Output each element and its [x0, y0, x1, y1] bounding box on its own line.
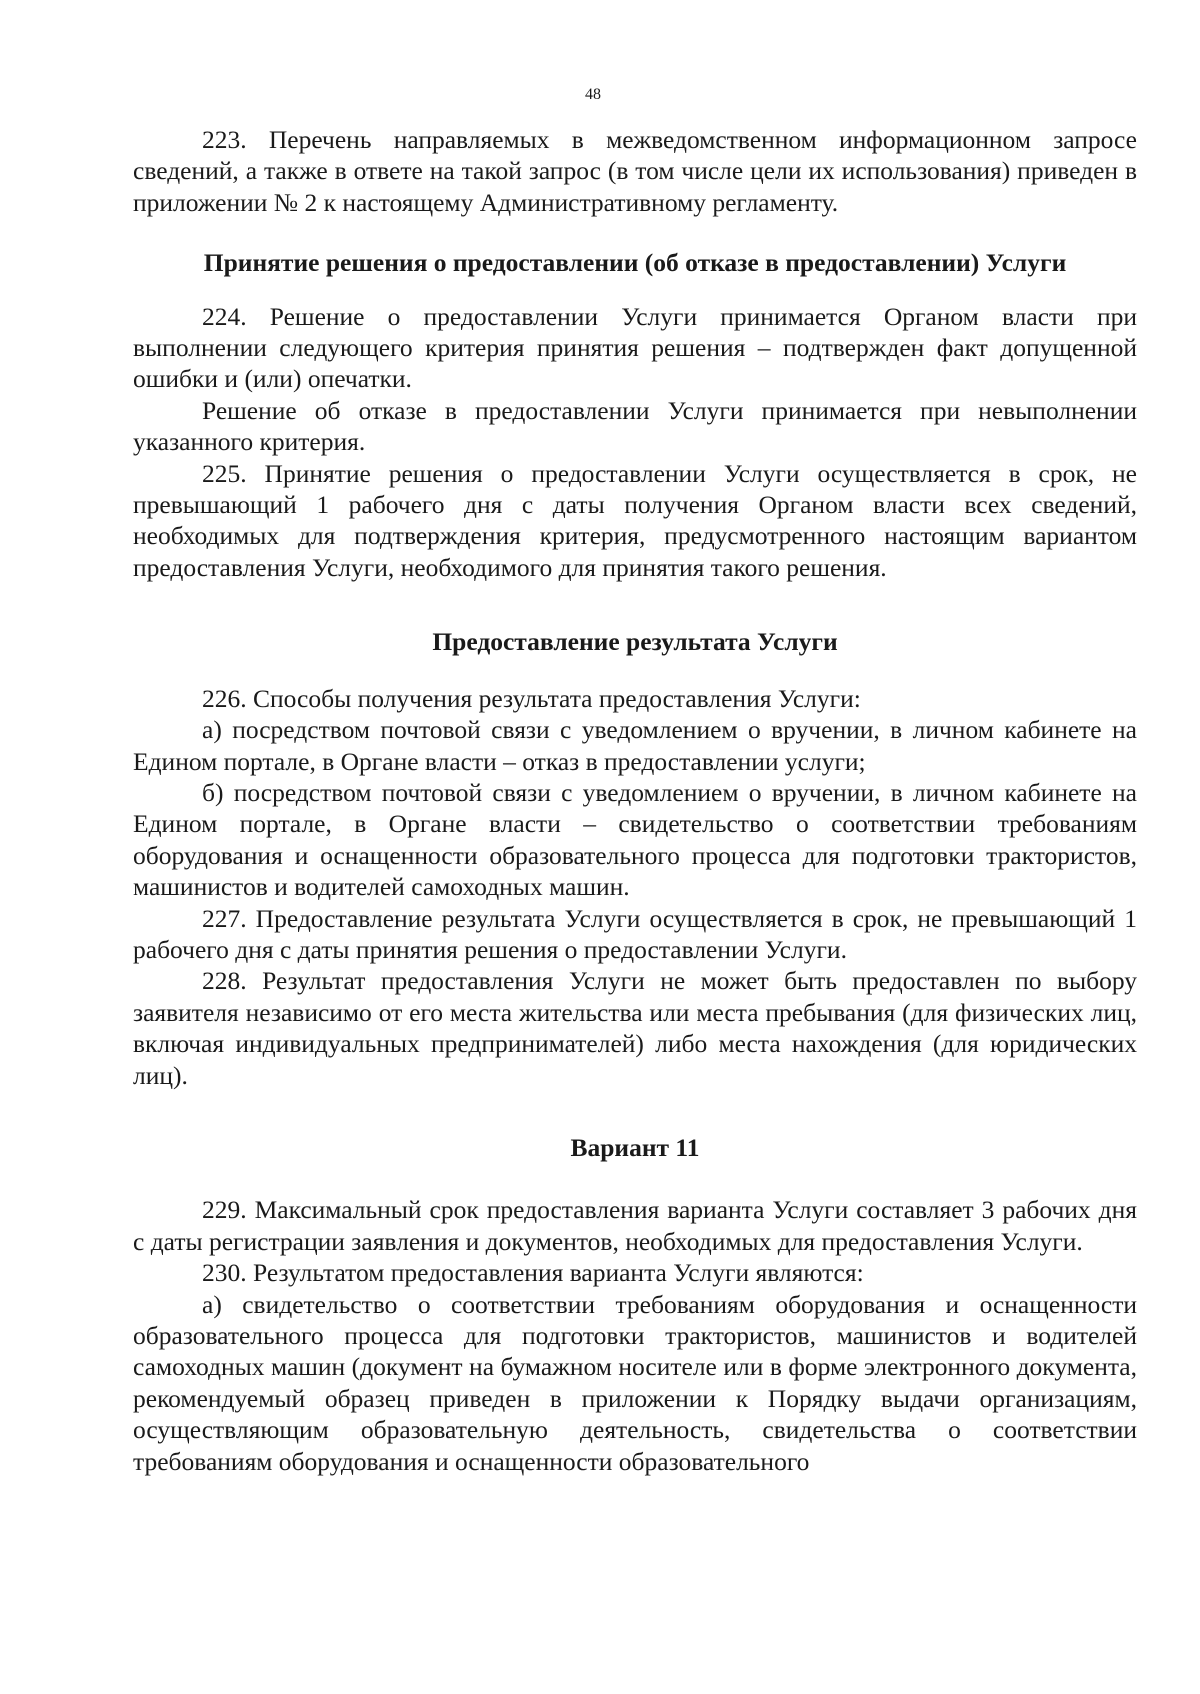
paragraph-224: 224. Решение о предоставлении Услуги принимается Органом власти при выполнении следующего критерия принятия решения – подтвержден факт допущенной ошибки и (или) опечатки.: [133, 301, 1137, 394]
paragraph-226: 226. Способы получения результата предоставления Услуги:: [202, 683, 861, 713]
section-heading-decision: Принятие решения о предоставлении (об отказе в предоставлении) Услуги: [203, 248, 1067, 278]
paragraph-227: 227. Предоставление результата Услуги осуществляется в срок, не превышающий 1 рабочего дня с даты принятия решения о предоставлении Услуги.: [133, 903, 1137, 964]
paragraph-226-a: а) посредством почтовой связи с уведомлением о вручении, в личном кабинете на Едином портале, в Органе власти – отказ в предоставлении услуги;: [133, 715, 1137, 776]
paragraph-226-b: б) посредством почтовой связи с уведомлением о вручении, в личном кабинете на Едином портале, в Органе власти – свидетельство о соответствии требованиям оборудования и оснащенности образовательного процесса для подготовки трактористов, машинистов и водителей самоходных машин.: [133, 777, 1137, 902]
section-heading-variant-11: Вариант 11: [570, 1132, 700, 1162]
paragraph-225: 225. Принятие решения о предоставлении Услуги осуществляется в срок, не превышающий 1 рабочего дня с даты получения Органом власти всех сведений, необходимых для подтверждения критерия, предусмотренного настоящим вариантом предоставления Услуги, необходимого для принятия такого решения.: [133, 458, 1137, 582]
paragraph-229: 229. Максимальный срок предоставления варианта Услуги составляет 3 рабочих дня с даты регистрации заявления и документов, необходимых для предоставления Услуги.: [133, 1195, 1137, 1256]
page-number: 48: [585, 86, 601, 103]
paragraph-224-refusal: Решение об отказе в предоставлении Услуги принимается при невыполнении указанного критерия.: [133, 395, 1137, 457]
section-heading-result: Предоставление результата Услуги: [432, 627, 838, 657]
paragraph-228: 228. Результат предоставления Услуги не может быть предоставлен по выбору заявителя независимо от его места жительства или места пребывания (для физических лиц, включая индивидуальных предпринимателей) либо места нахождения (для юридических лиц).: [133, 966, 1137, 1090]
paragraph-230: 230. Результатом предоставления варианта Услуги являются:: [202, 1258, 864, 1288]
paragraph-230-a: а) свидетельство о соответствии требованиям оборудования и оснащенности образовательного процесса для подготовки трактористов, машинистов и водителей самоходных машин (документ на бумажном носителе или в форме электронного документа, рекомендуемый образец приведен в приложении к Порядку выдачи организациям, осуществляющим образовательную деятельность, свидетельства о соответствии требованиям оборудования и оснащенности образовательного: [133, 1289, 1137, 1476]
paragraph-223: 223. Перечень направляемых в межведомственном информационном запросе сведений, а также в ответе на такой запрос (в том числе цели их использования) приведен в приложении № 2 к настоящему Административному регламенту.: [133, 125, 1137, 217]
document-body: [133, 124, 1137, 1477]
